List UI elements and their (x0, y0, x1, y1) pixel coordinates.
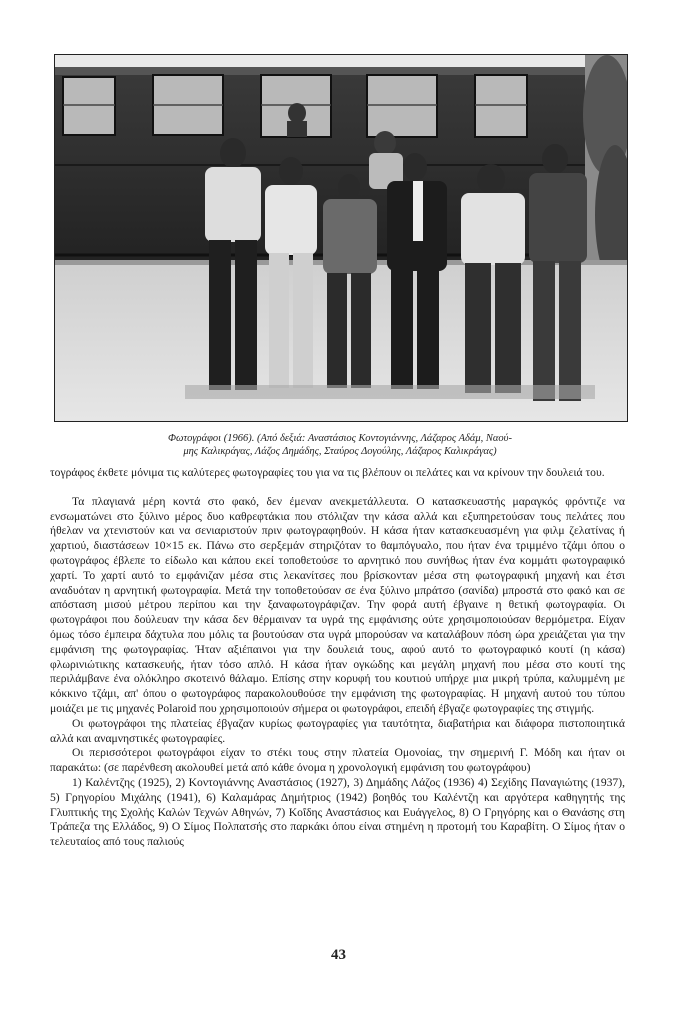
photograph-image (55, 55, 627, 421)
caption-line-2: μης Καλικράγας, Λάζος Δημάδης, Σταύρος Δογούλης, Λάζαρος Καλικράγας) (183, 446, 497, 457)
body-text (50, 466, 625, 850)
photo-caption (120, 432, 560, 458)
paragraph-photo-types: Οι φωτογράφοι της πλατείας έβγαζαν κυρίως φωτογραφίες για ταυτότητα, διαβατήρια και διάφορα πιστοποιητικά αλλά και αναμνηστικές φωτογραφίες. (50, 716, 625, 745)
paragraph-continuation: τογράφος έκθετε μόνιμα τις καλύτερες φωτογραφίες του για να τις βλέπουν οι πελάτες και να κρίνουν την δουλειά του. (50, 466, 605, 479)
group-photograph (54, 54, 628, 422)
caption-line-1: Φωτογράφοι (1966). (Από δεξιά: Αναστάσιος Κοντογιάννης, Λάζαρος Αδάμ, Ναού- (168, 433, 512, 444)
paragraph-photographers-list: 1) Καλέντζης (1925), 2) Κοντογιάννης Αναστάσιος (1927), 3) Δημάδης Λάζος (1936) 4) Σεχίδης Παναγιώτης (1937), 5) Γρηγορίου Μιχάλης (1941), 6) Καλαμάρας Δημήτριος (1942) βοηθός του Καλέντζη και αργότερα καθηγητής της Γλυπτικής της Σχολής Καλών Τεχνών Αθηνών, 7) Κοΐδης Αναστάσιος και Ευάγγελος, 8) Ο Γρηγόρης και ο Θανάσης στη Τράπεζα της Ελλάδος, 9) Ο Σίμος Πολπατσής στο παρκάκι όπου είναι στημένη η προτομή του Καραβίτη. Ο Σίμος ήταν ο τελευταίος από τους παλιούς (50, 775, 625, 849)
page-number: 43 (331, 947, 346, 963)
paragraph-camera-description: Τα πλαγιανά μέρη κοντά στο φακό, δεν έμεναν ανεκμετάλλευτα. Ο κατασκευαστής μαραγκός φρόντιζε να ενσωματώνει στο ξύλινο μέρος δυο καθρεφτάκια που στόλιζαν την κάσα αλλά και εξυπηρετούσαν τους πελάτες που ήθελαν να χτενιστούν και να σενιαριστούν πριν φωτογραφηθούν. Η κάσα ήταν κατασκευασμένη για φιλμ ζελατίνας ή χαρτιού, διαστάσεων 10×15 εκ. Πάνω στο σερξεμάν στηριζόταν το θαμπόγυαλο, που ήταν ένα τριμμένο τζάμι όπου ο φωτογράφος έβλεπε το είδωλο και κάπου εκεί τοποθετούσε το αρνητικό που συνήθως ήταν ένα κομμάτι φωτογραφικό χαρτί. Το χαρτί αυτό το εμφάνιζαν μέσα στις λεκανίτσες που βρίσκονταν μέσα στη φωτογραφική μηχανή και έτσι αναδυόταν η αρνητική φωτογραφία. Μετά την τοποθετούσαν σε ένα ξύλινο μπράτσο (σανίδα) μπροστά στο φακό και σε απόσταση μισού μέτρου περίπου και την ξαναφωτογράφιζαν. Την φορά αυτή έβγαινε η θετική φωτογραφία. Οι φωτογράφοι που δούλευαν την κάσα δεν θέρμαιναν τα υγρά της εμφάνισης ούτε χρησιμοποιούσαν θερμόμετρα. Είχαν όμως τόσο έμπειρα δάχτυλα που μόλις τα βουτούσαν στα υγρά μπορούσαν να καταλάβουν πόση ώρα χρειάζεται για την εμφάνιση της φωτογραφίας. Ήταν αξιέπαινοι για την δουλειά τους, αφού αυτό το φωτογραφικό κουτί (η κάσα) φλωρινιώτικης κατασκευής, ήταν τόσο απλό. Η κάσα ήταν ογκώδης και μεγάλη μηχανή που μέσα στο κουτί της περιλάμβανε ένα ολόκληρο σκοτεινό θάλαμο. Επίσης στην κορυφή του κουτιού υπήρχε μια μικρή τρύπα, καλυμμένη με κόκκινο τζάμι, απ' όπου ο φωτογράφος παρακολουθούσε την εμφάνιση της φωτογραφίας. Η μηχανή αυτού του τύπου μοιάζει με τις μηχανές Polaroid που χρησιμοποιούν σήμερα οι φωτογράφοι, επειδή έβγαζε φωτογραφίες της στιγμής. (50, 494, 625, 715)
paragraph-photographers-intro: Οι περισσότεροι φωτογράφοι είχαν το στέκι τους στην πλατεία Ομονοίας, την σημερινή Γ. Μόδη και ήταν οι παρακάτω: (σε παρένθεση ακολουθεί μετά από κάθε όνομα η χρονολογική εμφάνιση του φωτογράφου) (50, 746, 625, 775)
